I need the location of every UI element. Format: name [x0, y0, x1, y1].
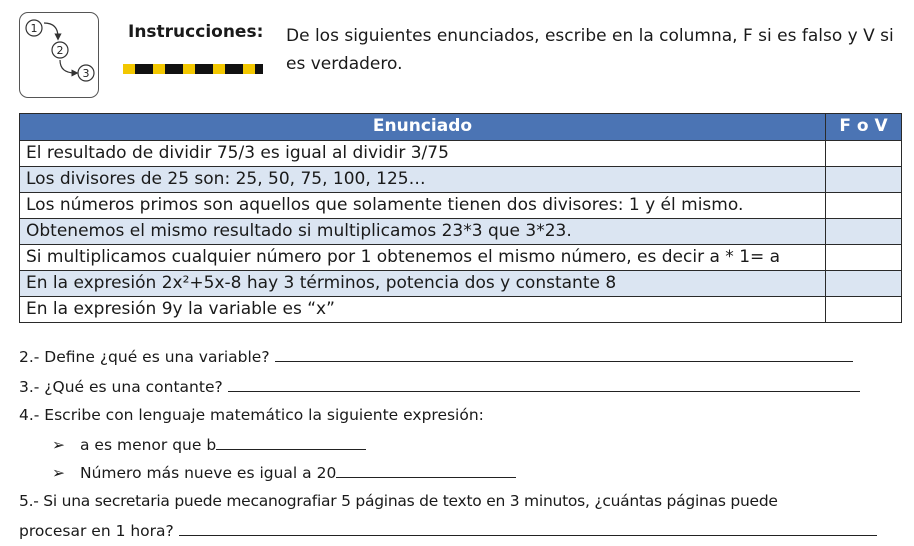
table-header-row: [20, 114, 902, 141]
sequence-arrows-icon: [20, 13, 100, 99]
instructions-text: De los siguientes enunciados, escribe en la columna, F si es falso y V si es verdadero.: [286, 26, 894, 74]
table-row: [20, 271, 902, 297]
question-3-answer-line[interactable]: [228, 376, 860, 392]
question-3-text: 3.- ¿Qué es una contante?: [19, 378, 223, 396]
table-row: [20, 219, 902, 245]
question-5-line-1: [19, 492, 778, 510]
statement-cell: En la expresión 9y la variable es “x”: [20, 297, 826, 323]
statement-column-header: Enunciado: [20, 114, 826, 141]
question-2-text: 2.- Define ¿qué es una variable?: [19, 348, 270, 366]
statement-cell: Los números primos son aquellos que solamente tienen dos divisores: 1 y él mismo.: [20, 193, 826, 219]
question-4-bullet-2: [52, 462, 516, 482]
answer-cell[interactable]: [826, 167, 902, 193]
step-3-label: 3: [82, 67, 90, 80]
question-4-text: 4.- Escribe con lenguaje matemático la siguiente expresión:: [19, 406, 484, 424]
table-row: [20, 245, 902, 271]
question-4-bullet-1: [52, 434, 366, 454]
answer-cell[interactable]: [826, 141, 902, 167]
arrow-bullet-icon: ➢: [52, 436, 65, 454]
table-row: [20, 193, 902, 219]
answer-cell[interactable]: [826, 219, 902, 245]
question-5-text: 5.- Si una secretaria puede mecanografiar 5 páginas de texto en 3 minutos, ¿cuántas páginas puede: [19, 492, 778, 510]
bullet-2-text: Número más nueve es igual a 20: [80, 464, 337, 482]
answer-cell[interactable]: [826, 271, 902, 297]
answer-cell[interactable]: [826, 193, 902, 219]
bullet-1-text: a es menor que b: [80, 436, 217, 454]
question-2-answer-line[interactable]: [275, 346, 853, 362]
table-row: [20, 141, 902, 167]
answer-cell[interactable]: [826, 297, 902, 323]
sequence-icon-box: [19, 12, 99, 98]
table-row: [20, 297, 902, 323]
caution-stripe: [123, 64, 263, 74]
step-1-label: 1: [30, 22, 38, 35]
arrow-bullet-icon: ➢: [52, 464, 65, 482]
bullet-1-answer-line[interactable]: [216, 434, 366, 450]
statement-cell: Obtenemos el mismo resultado si multiplicamos 23*3 que 3*23.: [20, 219, 826, 245]
statement-cell: En la expresión 2x²+5x-8 hay 3 términos, potencia dos y constante 8: [20, 271, 826, 297]
question-5-line-2: [19, 520, 877, 540]
bullet-2-answer-line[interactable]: [336, 462, 516, 478]
question-3: [19, 376, 860, 396]
instructions-label: Instrucciones:: [128, 22, 264, 42]
question-5-text-cont: procesar en 1 hora?: [19, 522, 174, 540]
statement-cell: El resultado de dividir 75/3 es igual al dividir 3/75: [20, 141, 826, 167]
table-row: [20, 167, 902, 193]
statement-cell: Los divisores de 25 son: 25, 50, 75, 100, 125…: [20, 167, 826, 193]
question-5-answer-line[interactable]: [179, 520, 877, 536]
question-2: [19, 346, 853, 366]
step-2-label: 2: [56, 44, 64, 57]
statement-cell: Si multiplicamos cualquier número por 1 obtenemos el mismo número, es decir a * 1= a: [20, 245, 826, 271]
question-4: [19, 406, 484, 424]
answer-column-header: F o V: [826, 114, 902, 141]
true-false-table: [19, 113, 902, 323]
answer-cell[interactable]: [826, 245, 902, 271]
